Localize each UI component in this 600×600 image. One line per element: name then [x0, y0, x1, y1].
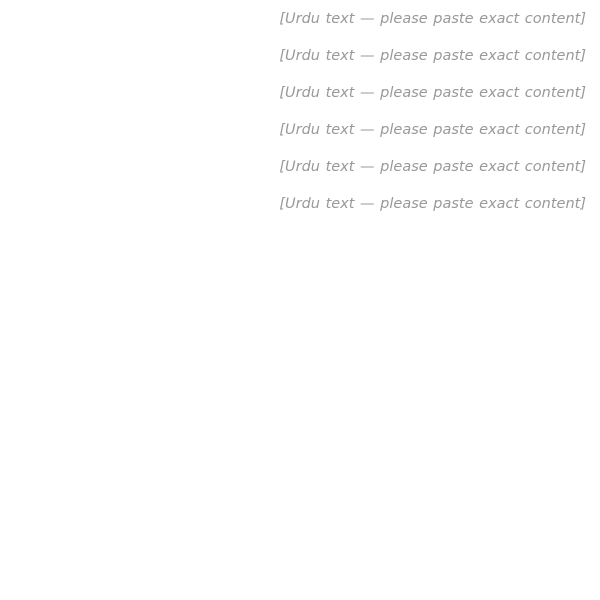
article-paragraph-3 — [12, 80, 586, 107]
article-paragraph-1 — [12, 6, 586, 33]
article-paragraph-2 — [12, 43, 586, 70]
article-paragraph-6 — [12, 191, 586, 218]
article-paragraph-5 — [12, 154, 586, 181]
article-paragraph-4 — [12, 117, 586, 144]
